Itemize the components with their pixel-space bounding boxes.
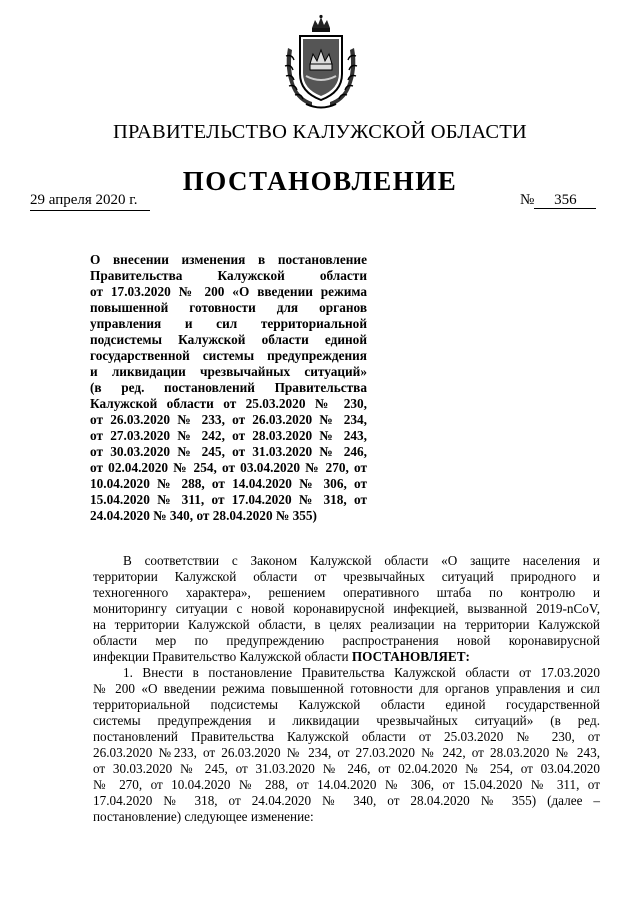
document-number [520,192,596,209]
subject-line: Правительства Калужской области [90,268,367,283]
subject-line: Калужской области от 25.03.2020 № 230, [90,396,367,411]
date-underline [30,210,150,211]
subject-line: государственной системы предупреждения [90,348,367,363]
subject-line: и ликвидации чрезвычайных ситуаций» [90,364,367,379]
body-line: области мер по предупреждению распространения новой коронавирусной [93,633,600,648]
body-line: постановлений Правительства Калужской области от 25.03.2020 № 230, от [93,729,600,744]
body-line: на территории Калужской области, в целях реализации на территории Калужской [93,617,600,632]
document-type-title: ПОСТАНОВЛЕНИЕ [182,166,458,196]
body-line: территориальной подсистемы Калужской области единой государственной [93,697,600,712]
document-subject [90,252,367,524]
subject-line: 24.04.2020 № 340, от 28.04.2020 № 355) [90,508,317,523]
body-line: мониторингу ситуации с новой коронавирусной инфекцией, вызванной 2019-nCoV, [93,601,600,616]
body-line: 1. Внести в постановление Правительства Калужской области от 17.03.2020 [123,665,600,680]
number-value: 356 [534,192,596,209]
resolution-text: инфекции Правительство Калужской области [93,649,349,664]
body-line: В соответствии с Законом Калужской области «О защите населения и [123,553,600,568]
resolution-keyword: ПОСТАНОВЛЯЕТ: [351,649,470,664]
subject-line: от 27.03.2020 № 242, от 28.03.2020 № 243, [90,428,367,443]
body-line: № 200 «О введении режима повышенной готовности для органов управления и сил [93,681,600,696]
body-line: от 30.03.2020 № 245, от 31.03.2020 № 246, от 02.04.2020 № 254, от 03.04.2020 [93,761,600,776]
document-date: 29 апреля 2020 г. [30,192,138,208]
body-line: 17.04.2020 № 318, от 24.04.2020 № 340, от 28.04.2020 № 355) (далее – [93,793,600,808]
number-label: № [520,192,535,208]
subject-line: от 17.03.2020 № 200 «О введении режима [90,284,367,299]
subject-line: от 26.03.2020 № 233, от 26.03.2020 № 234, [90,412,367,427]
subject-line: (в ред. постановлений Правительства [90,380,367,395]
kaluga-coat-of-arms-icon [282,14,360,112]
subject-line: управления и сил территориальной [90,316,367,331]
document-body [93,553,600,825]
subject-line: 10.04.2020 № 288, от 14.04.2020 № 306, от [90,476,367,491]
subject-line: О внесении изменения в постановление [90,252,367,267]
body-line [93,649,600,665]
body-line: техногенного характера», решением оперативного штаба по контролю и [93,585,600,600]
subject-line: подсистемы Калужской области единой [90,332,367,347]
body-line: территории Калужской области от чрезвычайных ситуаций природного и [93,569,600,584]
body-line: системы предупреждения и ликвидации чрезвычайных ситуаций» (в ред. [93,713,600,728]
subject-line: от 30.03.2020 № 245, от 31.03.2020 № 246, [90,444,367,459]
subject-line: 15.04.2020 № 311, от 17.04.2020 № 318, от [90,492,367,507]
body-line: 26.03.2020 №233, от 26.03.2020 № 234, от 27.03.2020 № 242, от 28.03.2020 № 243, [93,745,600,760]
subject-line: повышенной готовности для органов [90,300,367,315]
body-line: постановление) следующее изменение: [93,809,314,824]
government-name: ПРАВИТЕЛЬСТВО КАЛУЖСКОЙ ОБЛАСТИ [113,121,527,143]
subject-line: от 02.04.2020 № 254, от 03.04.2020 № 270, от [90,460,367,475]
body-line: № 270, от 10.04.2020 № 288, от 14.04.2020 № 306, от 15.04.2020 № 311, от [93,777,600,792]
